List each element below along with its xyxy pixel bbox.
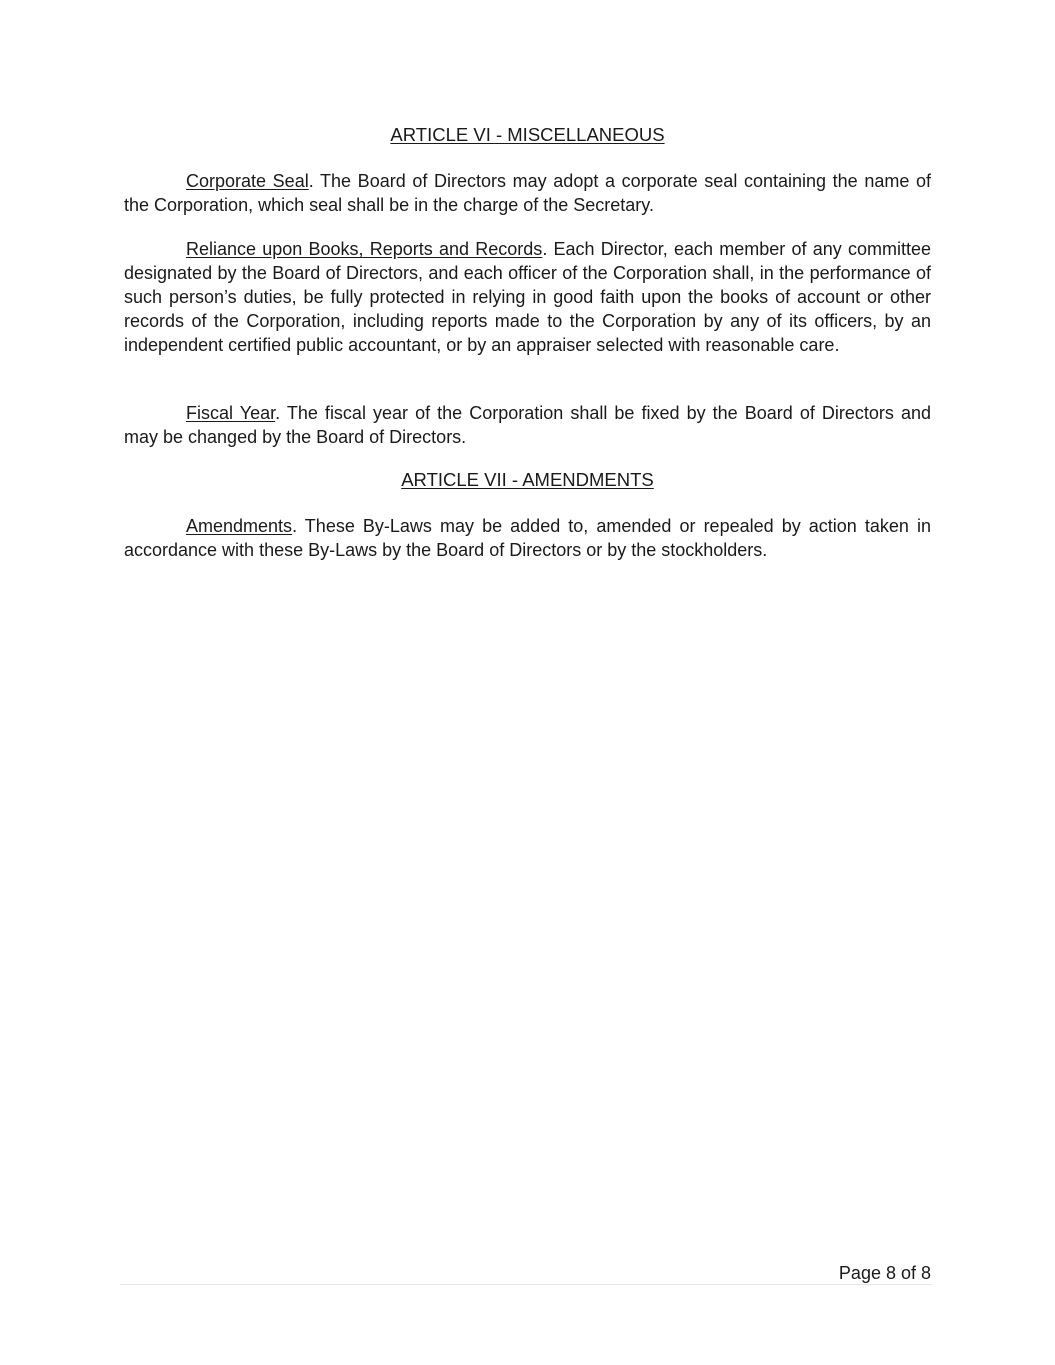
page-number: Page 8 of 8	[838, 1263, 931, 1283]
footer-divider	[120, 1284, 932, 1285]
corporate-seal-paragraph	[124, 169, 931, 217]
corporate-seal-term: Corporate Seal	[186, 171, 309, 191]
reliance-body: . Each Director, each member of any committee designated by the Board of Directors, and each officer of the Corporation shall, in the performance of such person’s duties, be fully protected in relying in good faith upon the books of account or other records of the Corporation, including reports made to the Corporation by any of its officers, by an independent certified public accountant, or by an appraiser selected with reasonable care.	[124, 239, 932, 355]
fiscal-year-paragraph	[124, 401, 931, 449]
reliance-term: Reliance upon Books, Reports and Records	[186, 239, 543, 259]
article-vii-heading: ARTICLE VII - AMENDMENTS	[401, 469, 654, 490]
document-page	[124, 0, 931, 1365]
amendments-term: Amendments	[186, 516, 293, 536]
amendments-paragraph	[124, 514, 931, 562]
corporate-seal-body: . The Board of Directors may adopt a corporate seal containing the name of the Corporation, which seal shall be in the charge of the Secretary.	[124, 171, 931, 215]
amendments-body: . These By-Laws may be added to, amended or repealed by action taken in accordance with these By-Laws by the Board of Directors or by the stockholders.	[124, 516, 931, 560]
fiscal-year-term: Fiscal Year	[186, 403, 276, 423]
article-vi-heading: ARTICLE VI - MISCELLANEOUS	[390, 124, 665, 145]
reliance-paragraph	[124, 237, 931, 357]
fiscal-year-body: . The fiscal year of the Corporation shall be fixed by the Board of Directors and may be changed by the Board of Directors.	[124, 403, 932, 447]
